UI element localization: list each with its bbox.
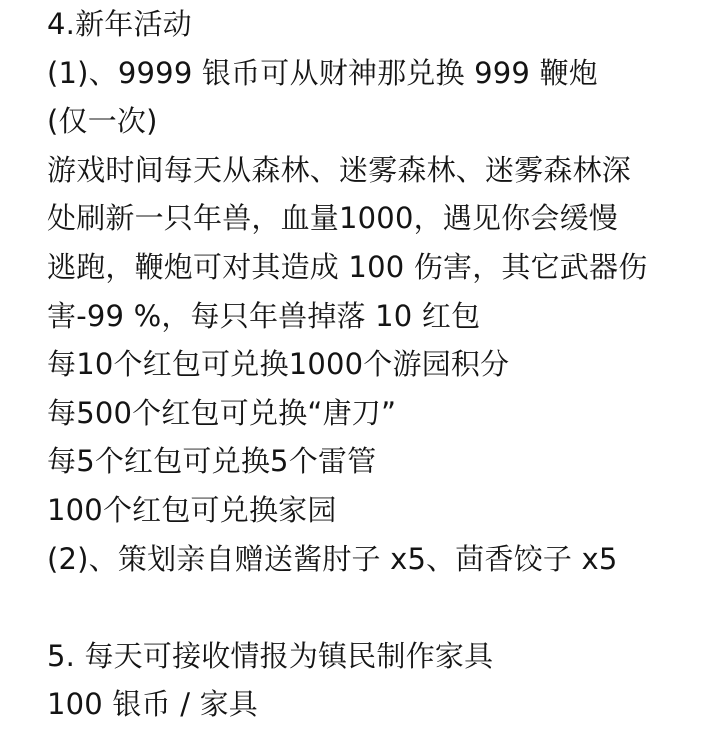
section-4-description-line-2: 处刷新一只年兽，血量1000，遇见你会缓慢 [47, 201, 619, 236]
blank-line-spacer [47, 583, 707, 632]
exchange-rule-3: 每5个红包可兑换5个雷管 [47, 444, 377, 479]
section-4-description-line-4: 害-99 %，每只年兽掉落 10 红包 [47, 298, 481, 333]
section-4-description-line-3: 逃跑，鞭炮可对其造成 100 伤害，其它武器伤 [47, 249, 648, 284]
document-body [47, 0, 707, 729]
section-4-description-line-1: 游戏时间每天从森林、迷雾森林、迷雾森林深 [47, 152, 632, 187]
section-5-price: 100 银币 / 家具 [47, 687, 258, 722]
section-4-heading: 4.新年活动 [47, 7, 192, 41]
exchange-rule-2: 每500个红包可兑换“唐刀” [47, 395, 397, 430]
section-5-heading: 5. 每天可接收情报为镇民制作家具 [47, 638, 494, 673]
exchange-rule-1: 每10个红包可兑换1000个游园积分 [47, 347, 510, 382]
section-4-item-1-line-2: (仅一次) [47, 104, 158, 139]
section-4-item-1-line-1: (1)、9999 银币可从财神那兑换 999 鞭炮 [47, 55, 598, 90]
section-4-item-2: (2)、策划亲自赠送酱肘子 x5、茴香饺子 x5 [47, 541, 618, 576]
exchange-rule-4: 100个红包可兑换家园 [47, 492, 337, 527]
